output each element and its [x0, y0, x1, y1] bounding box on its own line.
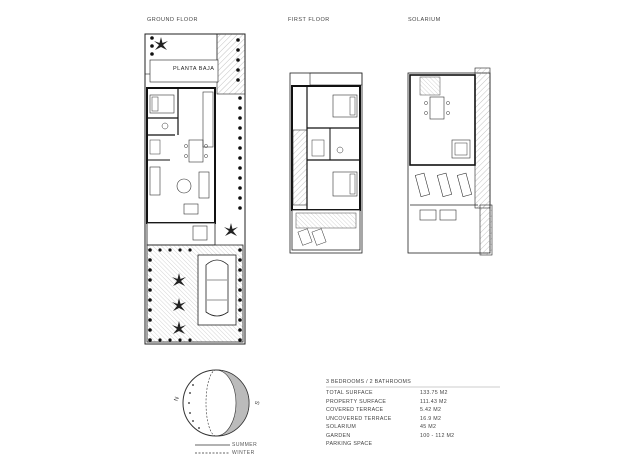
compass-north: N: [173, 395, 182, 403]
spec-row: [326, 399, 506, 408]
spec-value: 16.9 M2: [420, 415, 442, 422]
legend-winter: WINTER: [232, 450, 255, 456]
ground-floor-plan: [145, 34, 245, 344]
planta-baja-label: PLANTA BAJA: [173, 66, 215, 72]
spec-value: 45 M2: [420, 424, 437, 430]
spec-value: 133.75 M2: [420, 390, 448, 396]
spec-label: GARDEN: [326, 432, 351, 439]
spec-row: [326, 390, 506, 399]
compass-south: S: [254, 399, 262, 407]
solarium-title: SOLARIUM: [408, 17, 441, 23]
spec-row: [326, 441, 506, 450]
spec-label: PARKING SPACE: [326, 441, 373, 447]
spec-label: COVERED TERRACE: [326, 407, 384, 413]
spec-label: SOLARIUM: [326, 424, 357, 430]
first-floor-title: FIRST FLOOR: [288, 17, 330, 23]
specs-table: [326, 390, 506, 450]
first-floor-plan: [290, 73, 362, 253]
solarium-plan: [408, 68, 492, 255]
spec-row: [326, 424, 506, 433]
specs-header: 3 BEDROOMS / 2 BATHROOMS: [326, 379, 412, 385]
spec-value: 5.42 M2: [420, 407, 442, 413]
spec-row: [326, 433, 506, 442]
sun-path-diagram: [183, 370, 249, 453]
spec-row: [326, 416, 506, 425]
spec-label: UNCOVERED TERRACE: [326, 415, 392, 422]
ground-floor-title: GROUND FLOOR: [147, 17, 198, 23]
spec-value: 111.43 M2: [420, 398, 447, 405]
spec-value: 100 - 112 M2: [420, 432, 455, 439]
spec-label: PROPERTY SURFACE: [326, 398, 387, 405]
spec-row: [326, 407, 506, 416]
legend-summer: SUMMER: [232, 442, 258, 448]
spec-label: TOTAL SURFACE: [326, 390, 373, 396]
